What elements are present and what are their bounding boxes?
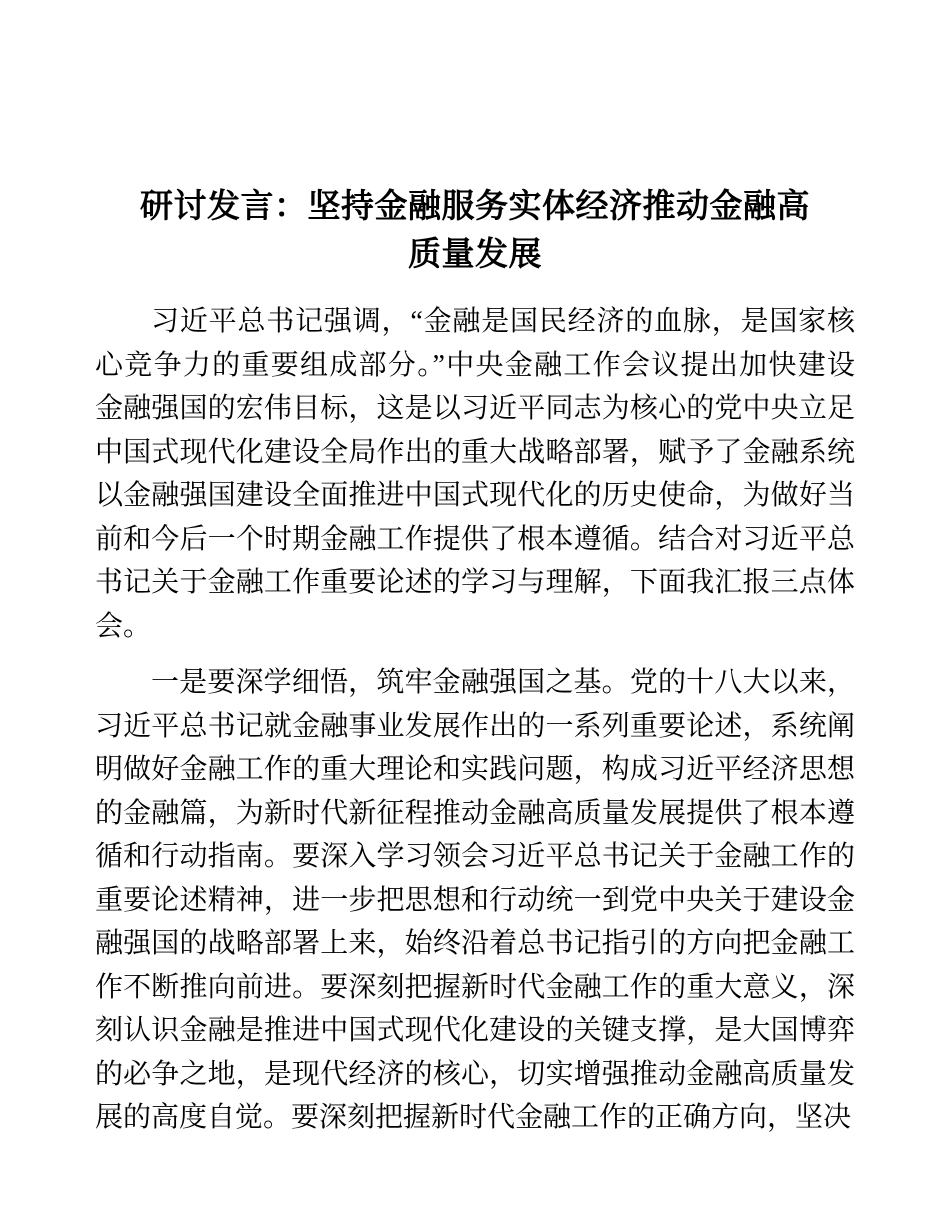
text-line: 一是要深学细悟，筑牢金融强国之基。党的十八大以来， xyxy=(151,667,855,699)
text-line: 重要论述精神，进一步把思想和行动统一到党中央关于建设金 xyxy=(95,884,855,916)
text-line: 循和行动指南。要深入学习领会习近平总书记关于金融工作的 xyxy=(95,841,855,873)
title-line-2: 质量发展 xyxy=(408,235,542,273)
title-line-1: 研讨发言：坚持金融服务实体经济推动金融高 xyxy=(140,187,810,225)
text-line: 习近平总书记就金融事业发展作出的一系列重要论述，系统阐 xyxy=(95,710,855,742)
text-line: 刻认识金融是推进中国式现代化建设的关键支撑，是大国博弈 xyxy=(95,1015,855,1047)
document-title xyxy=(95,182,855,278)
text-line: 展的高度自觉。要深刻把握新时代金融工作的正确方向，坚决 xyxy=(95,1102,852,1134)
text-line: 书记关于金融工作重要论述的学习与理解，下面我汇报三点体 xyxy=(95,567,855,599)
text-line: 习近平总书记强调，“金融是国民经济的血脉，是国家核 xyxy=(151,306,855,338)
paragraph-intro xyxy=(95,300,855,648)
text-line: 金融强国的宏伟目标，这是以习近平同志为核心的党中央立足 xyxy=(95,393,855,425)
text-line: 心竞争力的重要组成部分。”中央金融工作会议提出加快建设 xyxy=(95,349,855,381)
text-line: 的必争之地，是现代经济的核心，切实增强推动金融高质量发 xyxy=(95,1058,855,1090)
text-line: 中国式现代化建设全局作出的重大战略部署，赋予了金融系统 xyxy=(95,436,855,468)
text-line: 会。 xyxy=(95,610,152,642)
text-line: 作不断推向前进。要深刻把握新时代金融工作的重大意义，深 xyxy=(95,971,855,1003)
text-line: 的金融篇，为新时代新征程推动金融高质量发展提供了根本遵 xyxy=(95,797,855,829)
text-line: 明做好金融工作的重大理论和实践问题，构成习近平经济思想 xyxy=(95,754,855,786)
text-line: 融强国的战略部署上来，始终沿着总书记指引的方向把金融工 xyxy=(95,928,855,960)
text-line: 前和今后一个时期金融工作提供了根本遵循。结合对习近平总 xyxy=(95,523,855,555)
paragraph-point-one xyxy=(95,661,855,1140)
text-line: 以金融强国建设全面推进中国式现代化的历史使命，为做好当 xyxy=(95,480,855,512)
